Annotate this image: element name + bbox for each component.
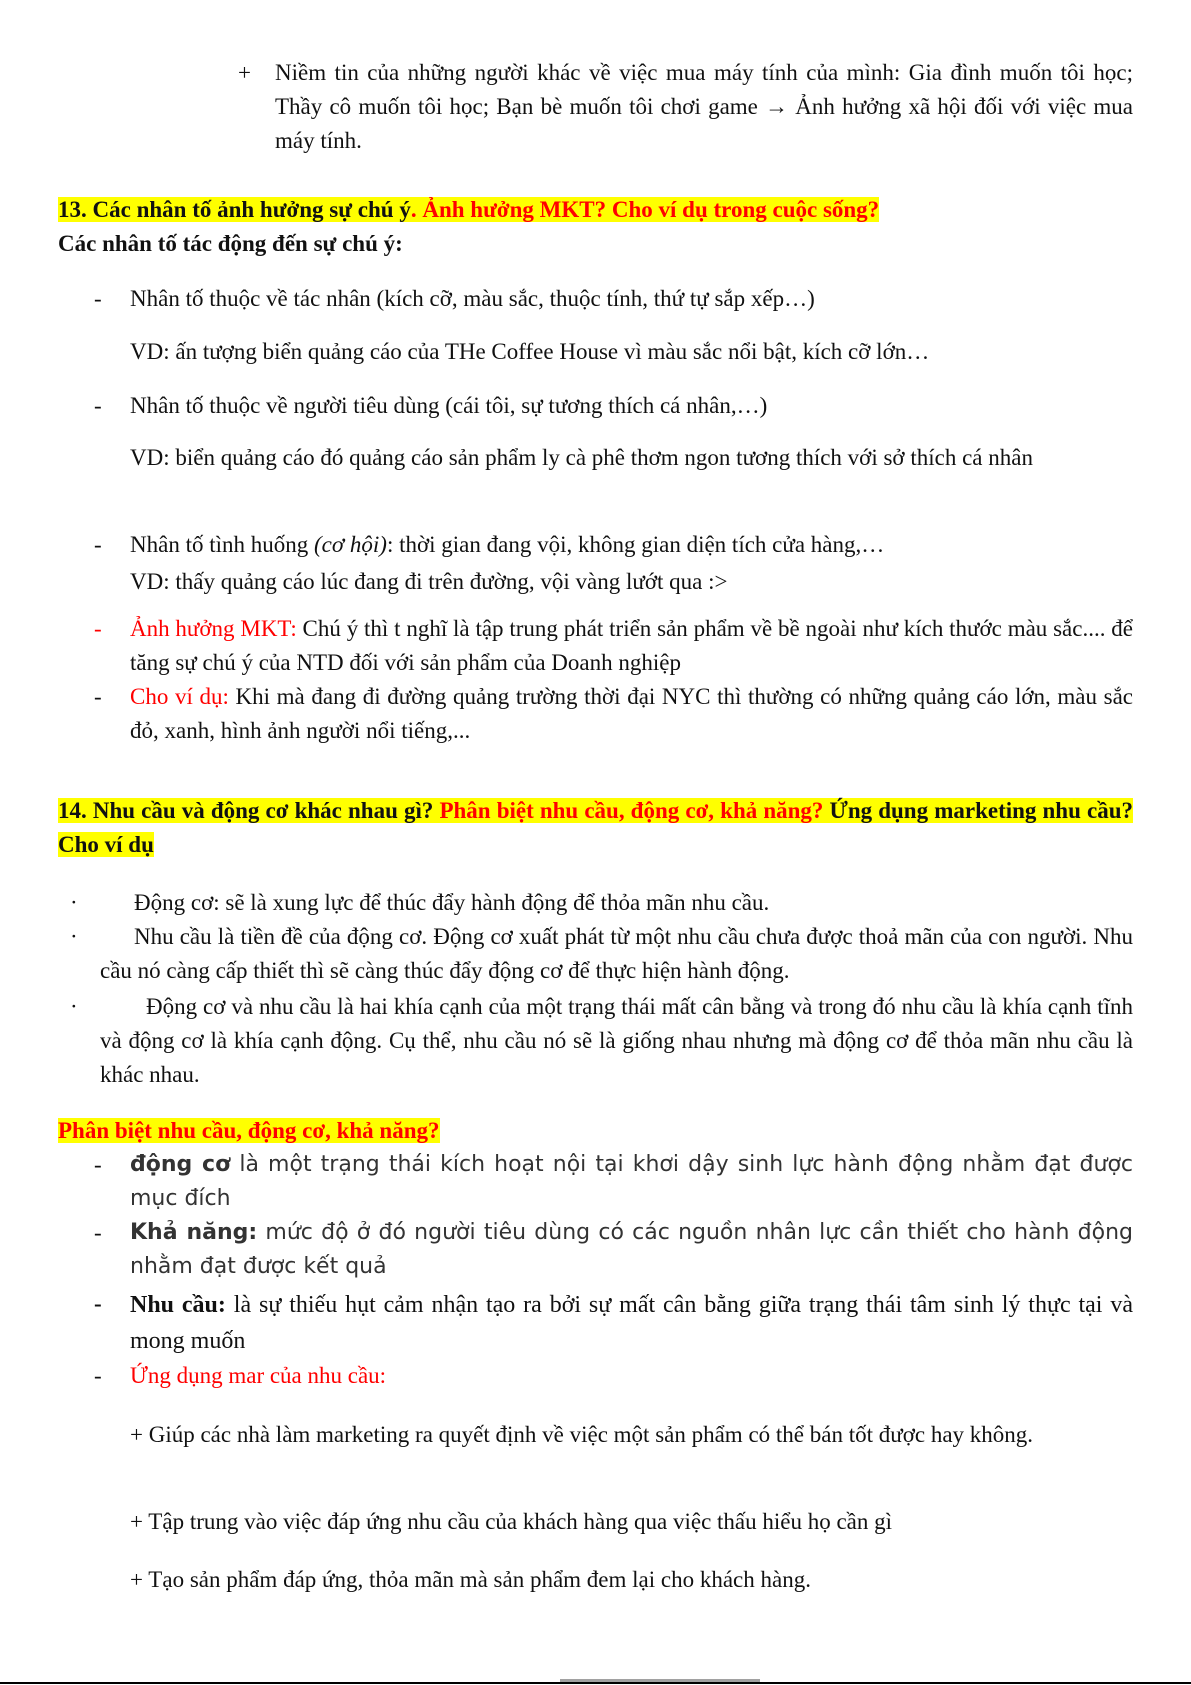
q14-dot-3: Động cơ và nhu cầu là hai khía cạnh của một trạng thái mất cân bằng và trong đó nhu cầu là khía cạnh tĩnh và động cơ là khía cạnh động. Cụ thể, nhu cầu nó sẽ là giống nhau nhưng mà động cơ để thỏa mãn nhu cầu là khác nhau.: [100, 994, 1133, 1087]
dot-marker: ·: [70, 994, 78, 1019]
q13-heading-part2: . Ảnh hưởng MKT? Cho ví dụ trong cuộc sống?: [410, 197, 880, 222]
q14-subheading-text: Phân biệt nhu cầu, động cơ, khả năng?: [58, 1118, 440, 1143]
dash-marker: -: [94, 532, 102, 557]
q13-example-1: VD: ấn tượng biển quảng cáo của THe Coffee House vì màu sắc nổi bật, kích cỡ lớn…: [130, 339, 930, 364]
q14-ability-term: Khả năng:: [130, 1220, 258, 1245]
q14-subheading: [58, 1114, 440, 1148]
q14-ability-text: mức độ ở đó người tiêu dùng có các nguồn nhân lực cần thiết cho hành động nhằm đạt được kết quả: [130, 1220, 1133, 1279]
q14-ability: [130, 1216, 1133, 1284]
next-page-edge: [560, 1679, 760, 1682]
q13-heading: [58, 193, 1133, 227]
q14-heading: [58, 794, 1133, 862]
q14-heading-part2: Phân biệt nhu cầu, động cơ, khả năng?: [439, 798, 824, 823]
dot-marker: ·: [70, 890, 78, 915]
q14-need-term: Nhu cầu:: [130, 1292, 226, 1318]
q14-dot-1: Động cơ: sẽ là xung lực để thúc đẩy hành động để thỏa mãn nhu cầu.: [134, 890, 770, 915]
q14-heading-part3: Ứng dụng marketing nhu cầu? Cho ví dụ: [58, 798, 1133, 857]
q13-factor-2: Nhân tố thuộc về người tiêu dùng (cái tôi, sự tương thích cá nhân,…): [130, 393, 768, 418]
dash-marker: -: [94, 286, 102, 311]
dash-marker: -: [94, 684, 102, 709]
q14-need-text: là sự thiếu hụt cảm nhận tạo ra bởi sự mất cân bằng giữa trạng thái tâm sinh lý thực tại và mong muốn: [130, 1292, 1133, 1354]
q14-heading-part1: 14. Nhu cầu và động cơ khác nhau gì?: [58, 798, 440, 823]
dot-marker: ·: [70, 924, 78, 949]
q14-app-1: + Giúp các nhà làm marketing ra quyết định về việc một sản phẩm có thể bán tốt được hay không.: [130, 1422, 1034, 1447]
q14-motive: [130, 1148, 1133, 1216]
dash-marker: -: [94, 1152, 102, 1177]
q14-app-2: + Tập trung vào việc đáp ứng nhu cầu của khách hàng qua việc thấu hiểu họ cần gì: [130, 1509, 893, 1534]
q14-motive-term: động cơ: [130, 1152, 231, 1177]
q13-example-text: Khi mà đang đi đường quảng trường thời đại NYC thì thường có những quảng cáo lớn, màu sắc đỏ, xanh, hình ảnh người nổi tiếng,...: [130, 684, 1134, 743]
q13-example-real: [130, 680, 1133, 748]
dash-marker: -: [94, 393, 102, 418]
q14-app-3: + Tạo sản phẩm đáp ứng, thỏa mãn mà sản phẩm đem lại cho khách hàng.: [130, 1567, 811, 1592]
q14-app-label: Ứng dụng mar của nhu cầu:: [130, 1363, 387, 1388]
q13-impact-text: Chú ý thì t nghĩ là tập trung phát triển sản phẩm về bề ngoài như kích thước màu sắc.... để tăng sự chú ý của NTD đối với sản phẩm của Doanh nghiệp: [130, 616, 1134, 675]
q13-subheading: Các nhân tố tác động đến sự chú ý:: [58, 231, 403, 256]
q14-dot-2: Nhu cầu là tiền đề của động cơ. Động cơ xuất phát từ một nhu cầu chưa được thoả mãn của con người. Nhu cầu nó càng cấp thiết thì sẽ càng thúc đẩy động cơ để thực hiện hành động.: [100, 924, 1133, 983]
q13-factor-1: Nhân tố thuộc về tác nhân (kích cỡ, màu sắc, thuộc tính, thứ tự sắp xếp…): [130, 286, 815, 311]
q13-heading-part1: 13. Các nhân tố ảnh hưởng sự chú ý: [58, 197, 411, 222]
dash-marker: -: [94, 1220, 102, 1245]
q13-impact-label: Ảnh hưởng MKT:: [130, 616, 297, 641]
q14-need: [130, 1287, 1133, 1359]
dash-marker: -: [94, 1363, 102, 1388]
q13-example-label: Cho ví dụ:: [130, 684, 229, 709]
q13-factor-3: [130, 528, 1133, 562]
dash-marker-red: -: [94, 616, 102, 641]
top-bullet-text: Niềm tin của những người khác về việc mua máy tính của mình: Gia đình muốn tôi học; Thầy cô muốn tôi học; Bạn bè muốn tôi chơi game → Ảnh hưởng xã hội đối với việc mua máy tính.: [275, 60, 1133, 153]
q13-factor-3-a: Nhân tố tình huống: [130, 532, 314, 557]
top-bullet-marker: +: [238, 60, 251, 85]
dash-marker: -: [94, 1291, 102, 1316]
page-bottom-rule: [0, 1682, 1191, 1684]
q13-factor-3-c: : thời gian đang vội, không gian diện tích cửa hàng,…: [386, 532, 885, 557]
q13-factor-3-b: (cơ hội): [314, 532, 387, 557]
q13-example-3: VD: thấy quảng cáo lúc đang đi trên đường, vội vàng lướt qua :>: [130, 569, 728, 594]
q14-motive-text: là một trạng thái kích hoạt nội tại khơi dậy sinh lực hành động nhằm đạt được mục đích: [130, 1152, 1133, 1211]
q13-example-2: VD: biển quảng cáo đó quảng cáo sản phẩm ly cà phê thơm ngon tương thích với sở thích cá nhân: [130, 445, 1033, 470]
q13-impact: [130, 612, 1133, 680]
